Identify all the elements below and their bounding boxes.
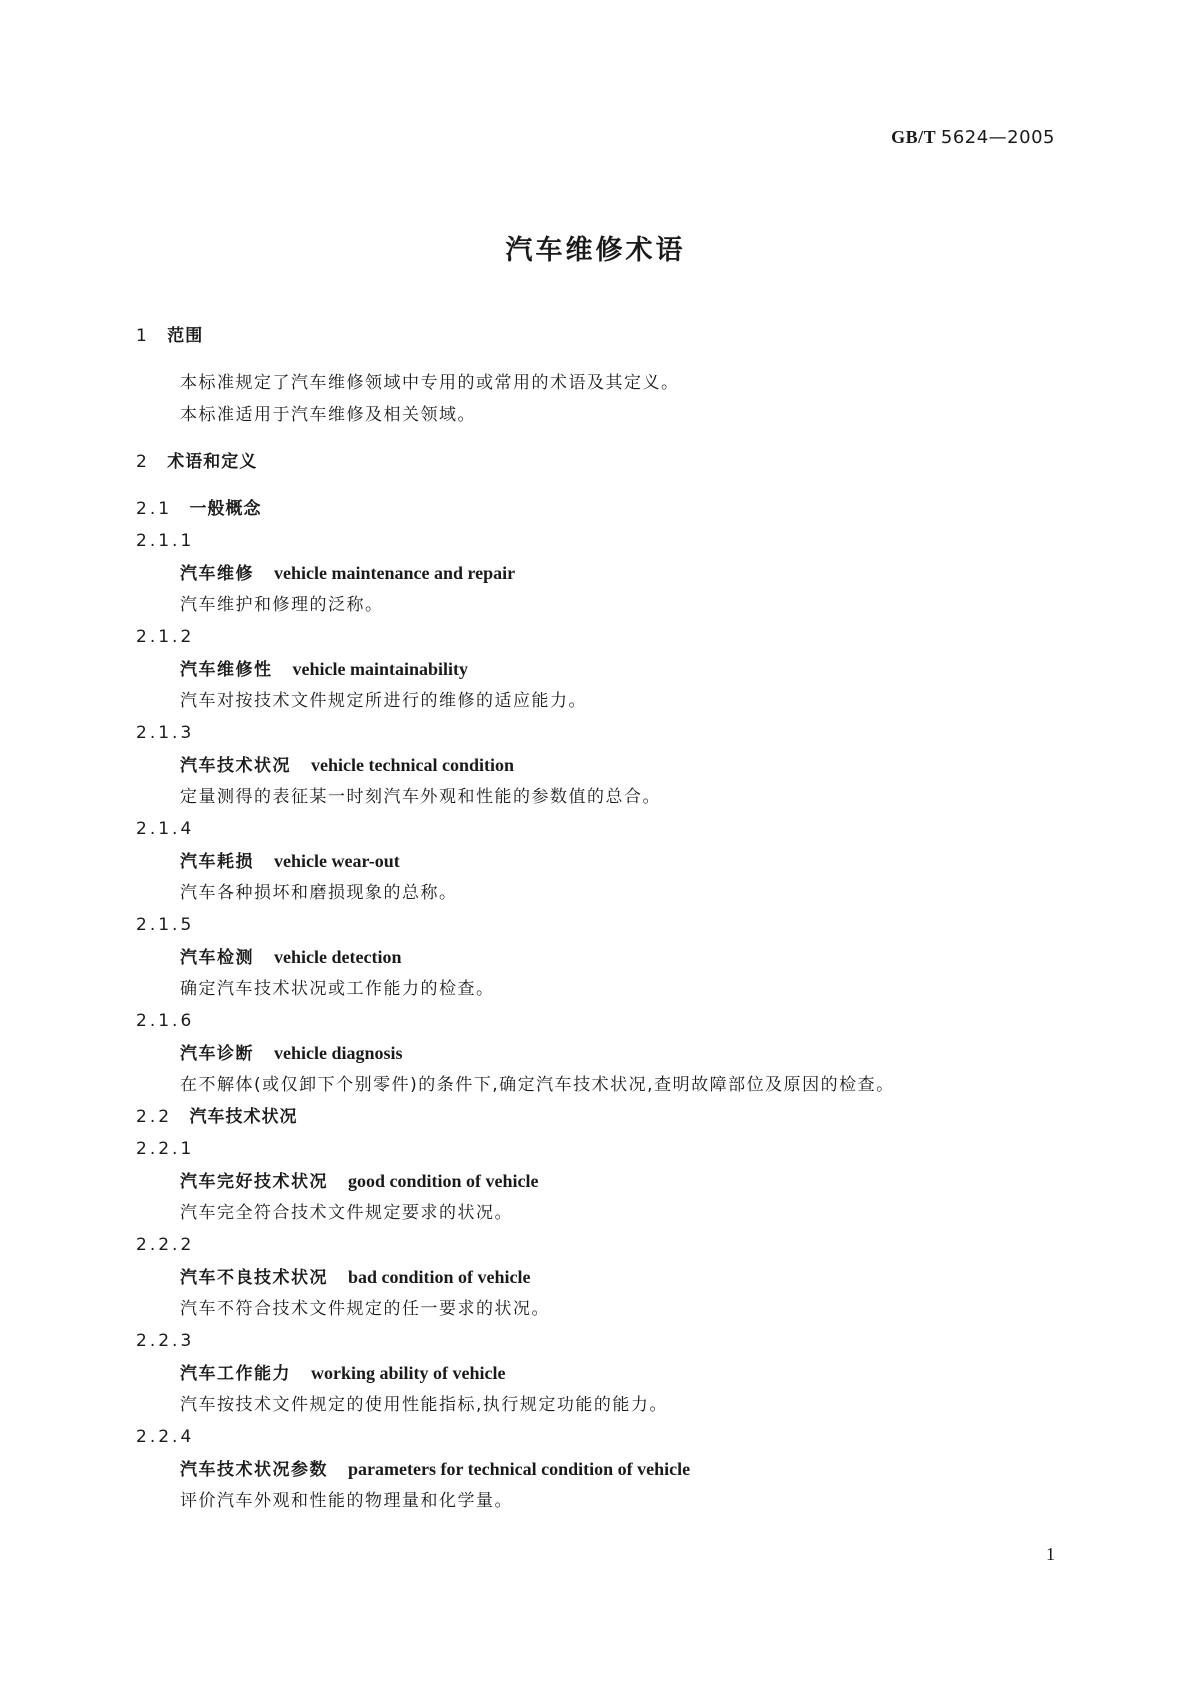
term-chinese: 汽车检测 [180, 948, 254, 968]
term-english: bad condition of vehicle [348, 1267, 531, 1287]
term-number: 2.2.1 [136, 1139, 195, 1159]
scope-paragraph: 本标准规定了汽车维修领域中专用的或常用的术语及其定义。 [180, 373, 680, 393]
subsection-heading [136, 1101, 1056, 1133]
term-definition: 汽车维护和修理的泛称。 [180, 595, 384, 615]
term-definition: 汽车不符合技术文件规定的任一要求的状况。 [180, 1299, 550, 1319]
term-number: 2.2.2 [136, 1235, 195, 1255]
term-definition: 定量测得的表征某一时刻汽车外观和性能的参数值的总合。 [180, 787, 661, 807]
scope-paragraph: 本标准适用于汽车维修及相关领域。 [180, 405, 476, 425]
term-entry [136, 653, 1056, 685]
term-chinese: 汽车完好技术状况 [180, 1172, 328, 1192]
term-definition: 评价汽车外观和性能的物理量和化学量。 [180, 1491, 513, 1511]
term-definition: 确定汽车技术状况或工作能力的检查。 [180, 979, 495, 999]
term-definition: 汽车对按技术文件规定所进行的维修的适应能力。 [180, 691, 587, 711]
term-definition: 汽车完全符合技术文件规定要求的状况。 [180, 1203, 513, 1223]
term-definition: 汽车各种损坏和磨损现象的总称。 [180, 883, 458, 903]
term-number: 2.2.4 [136, 1427, 195, 1447]
subsection-title: 汽车技术状况 [189, 1107, 298, 1127]
term-entry [136, 1261, 1056, 1293]
term-english: vehicle maintenance and repair [274, 563, 516, 583]
term-chinese: 汽车技术状况 [180, 756, 291, 776]
term-number: 2.1.4 [136, 819, 195, 839]
page-number: 1 [1046, 1544, 1055, 1564]
term-english: vehicle maintainability [292, 659, 468, 679]
term-entry [136, 941, 1056, 973]
term-number: 2.1.1 [136, 531, 195, 551]
term-chinese: 汽车维修 [180, 564, 254, 584]
subsection-number: 2.1 [136, 499, 173, 519]
document-body [136, 320, 1056, 1517]
term-english: parameters for technical condition of vehicle [348, 1459, 691, 1479]
subsection-number: 2.2 [136, 1107, 173, 1127]
term-entry [136, 845, 1056, 877]
standard-code: 5624—2005 [940, 127, 1055, 148]
term-entry [136, 1453, 1056, 1485]
term-number: 2.1.6 [136, 1011, 195, 1031]
term-number: 2.1.2 [136, 627, 195, 647]
term-english: vehicle wear-out [274, 851, 400, 871]
term-chinese: 汽车维修性 [180, 660, 273, 680]
term-english: vehicle diagnosis [274, 1043, 403, 1063]
section-title: 术语和定义 [167, 452, 258, 472]
term-chinese: 汽车耗损 [180, 852, 254, 872]
term-number: 2.2.3 [136, 1331, 195, 1351]
term-chinese: 汽车诊断 [180, 1044, 254, 1064]
term-definition: 在不解体(或仅卸下个别零件)的条件下,确定汽车技术状况,查明故障部位及原因的检查。 [180, 1075, 895, 1095]
term-entry [136, 1037, 1056, 1069]
document-title: 汽车维修术语 [505, 235, 686, 266]
subsection-heading [136, 493, 1056, 525]
standard-prefix: GB/T [891, 127, 936, 147]
section-heading [136, 320, 1056, 352]
term-chinese: 汽车技术状况参数 [180, 1460, 328, 1480]
term-number: 2.1.5 [136, 915, 195, 935]
term-number: 2.1.3 [136, 723, 195, 743]
term-english: vehicle technical condition [311, 755, 514, 775]
term-english: working ability of vehicle [311, 1363, 506, 1383]
term-entry [136, 1165, 1056, 1197]
section-number: 1 [136, 326, 150, 346]
term-entry [136, 1357, 1056, 1389]
term-entry [136, 557, 1056, 589]
subsection-title: 一般概念 [189, 499, 262, 519]
term-chinese: 汽车工作能力 [180, 1364, 291, 1384]
term-entry [136, 749, 1056, 781]
standard-number [891, 127, 1055, 148]
section-title: 范围 [167, 326, 204, 346]
term-english: vehicle detection [274, 947, 402, 967]
term-definition: 汽车按技术文件规定的使用性能指标,执行规定功能的能力。 [180, 1395, 668, 1415]
section-heading [136, 446, 1056, 478]
term-chinese: 汽车不良技术状况 [180, 1268, 328, 1288]
section-number: 2 [136, 452, 150, 472]
term-english: good condition of vehicle [348, 1171, 539, 1191]
